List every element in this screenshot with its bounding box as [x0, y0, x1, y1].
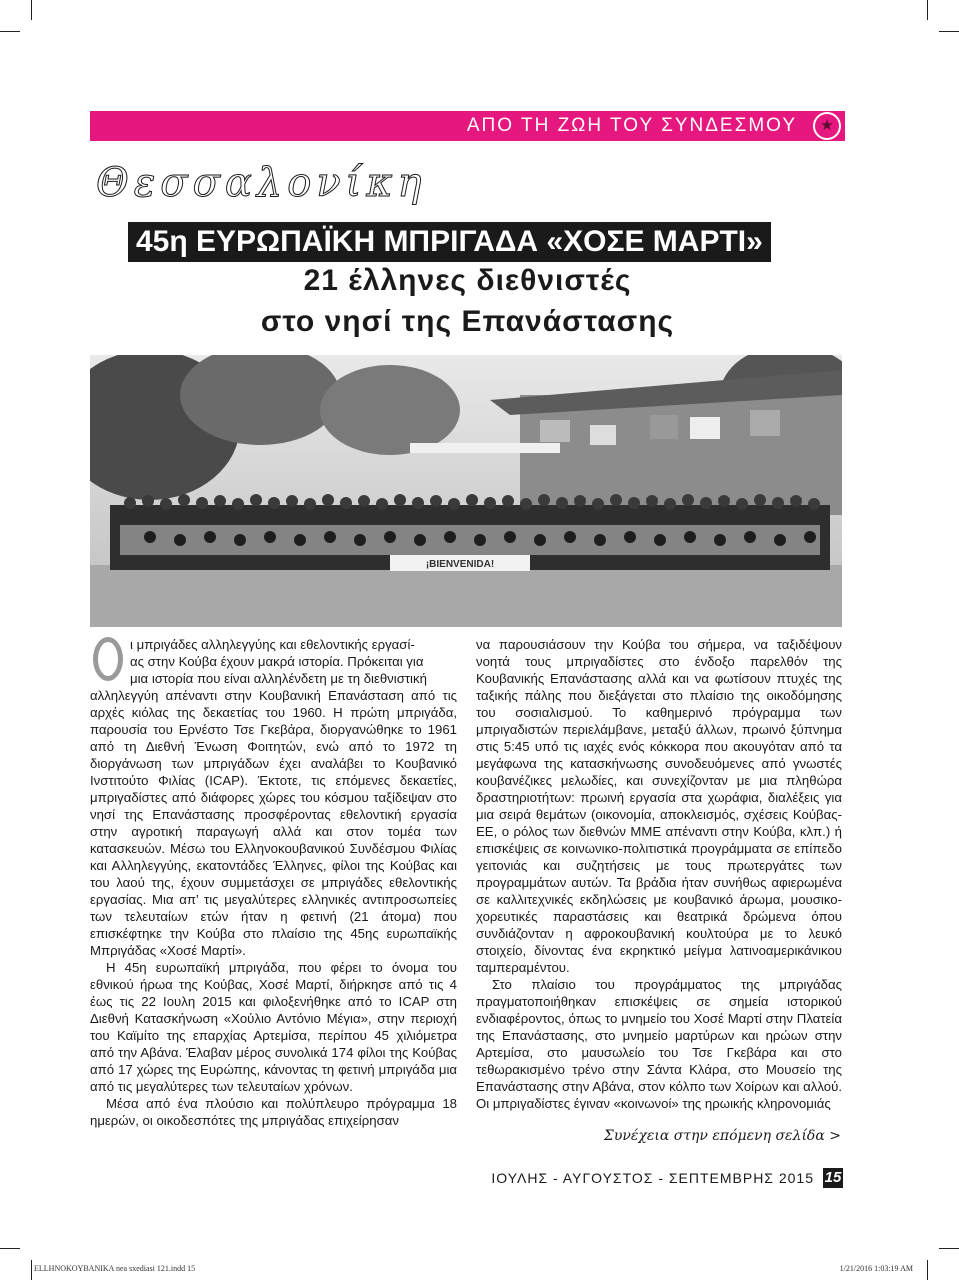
section-label: ΑΠΟ ΤΗ ΖΩΗ ΤΟΥ ΣΥΝΔΕΣΜΟΥ — [466, 115, 797, 136]
left-column — [90, 687, 457, 1129]
crop-mark — [31, 0, 32, 20]
intro-line-2: ας στην Κούβα έχουν μακρά ιστορία. Πρόκειται για — [130, 654, 424, 669]
right-column — [476, 636, 842, 1112]
print-slug-file: ELLHNOKOYBANIKA nea sxediasi 121.indd 15 — [34, 1264, 196, 1273]
star-emblem-icon: ★ — [813, 112, 841, 140]
crop-mark — [31, 1260, 32, 1280]
subtitle-line-1: 21 έλληνες διεθνιστές — [303, 264, 632, 297]
paragraph: να παρουσιάσουν την Κούβα του σήμερα, να ταξιδέψουν νοητά τους μπριγαδίστες στο ένδοξο παρελθόν της Κουβανικής Επανάστασης αλλά και να φωτίσουν πτυχές της ταξικής πάλης που διεξάγεται στο πλαίσιο της οικοδόμησης του σοσιαλισμού. Το καθημερινό πρόγραμμα των μπριγαδιστών περιελάμβανε, μεταξύ άλλων, πρωινό ξύπνημα στις 5:45 υπό τις ιαχές ενός κόκκορα που ακουγόταν από τα μεγάφωνα της κατασκήνωσης συνοδευόμενες από γνωστές κουβανέζικες μελωδίες, και συνεχίζονταν με μια πληθώρα δραστηριοτήτων: πρωινή εργασία στα χωράφια, διαλέξεις για μια σειρά θεμάτων (οικονομία, αποκλεισμός, σχέσεις Κούβας-ΕΕ, ο ρόλος των διεθνών ΜΜΕ απέναντι στην Κούβα, κλπ.) ή επισκέψεις σε κοινωνικο-πολιτιστικά προγράμματα σε επίπεδο γειτονιάς και συζητήσεις με τους πρωτεργάτες των προγραμμάτων αυτών. Τα βράδια ήταν συνήθως αφιερωμένα σε καλλιτεχνικές εκδηλώσεις με κουβανικό άρωμα, μουσικο-χορευτικές παραστάσεις και θεατρικά δρώμενα όπου συνδιάζονταν η αφροκουβανική κουλτούρα με το λευκό στοιχείο, δίνοντας ένα εκρηκτικό μείγμα λατινοαμερικάνικου ταμπεραμέντου. — [476, 637, 842, 975]
photo-banner-text: ¡BIENVENIDA! — [425, 559, 495, 570]
paragraph: Στο πλαίσιο του προγράμματος της μπριγάδας πραγματοποιήθηκαν επισκέψεις σε σημεία ιστορικού ενδιαφέροντος, όπως το μνημείο του Χοσέ Μαρτί στην Πλατεία της Επανάστασης, στο μνημείο μαρτύρων και ηρώων στην Αρτεμίσα, στο μαυσωλείο του Τσε Γκεβάρα και στο τεθωρακισμένο τρένο στην Σάντα Κλάρα, στο Μουσείο της Επανάστασης στην Αβάνα, στον κόλπο των Χοίρων και αλλού. Οι μπριγαδίστες έγιναν «κοινωνοί» της ηρωικής κληρονομιάς — [476, 977, 842, 1111]
print-slug-stamp: 1/21/2016 1:03:19 AM — [839, 1264, 913, 1273]
crop-mark — [0, 1248, 20, 1249]
page-number: 15 — [824, 1169, 842, 1186]
crop-mark — [927, 0, 928, 20]
city-title: Θεσσαλονίκη — [96, 160, 427, 206]
crop-mark — [927, 1260, 928, 1280]
subtitle-line-2: στο νησί της Επανάστασης — [260, 305, 675, 338]
crop-mark — [939, 31, 959, 32]
paragraph: Η 45η ευρωπαϊκή μπριγάδα, που φέρει το όνομα του εθνικού ήρωα της Κούβας, Χοσέ Μαρτί, διήρκησε από τις 4 έως τις 22 Ιουλη 2015 και φιλοξενήθηκε από το ICAP στη Διεθνή Κατασκήνωση «Χούλιο Αντόνιο Μέγια», στην περιοχή του Καϊμίτο της επαρχίας Αρτεμίσα, περίπου 45 χιλιόμετρα από την Αβάνα. Έλαβαν μέρος συνολικά 174 φίλοι της Κούβας από 17 χώρες της Ευρώπης, κάνοντας τη φετινή μπριγάδα μια από τις μεγαλύτερες των τελευταίων χρόνων. — [90, 960, 457, 1094]
intro-line-1: ι μπριγάδες αλληλεγγύης και εθελοντικής εργασί- — [130, 637, 415, 652]
section-header-bar — [90, 111, 845, 141]
continue-link[interactable]: Συνέχεια στην επόμενη σελίδα > — [603, 1128, 841, 1144]
crop-mark — [0, 31, 20, 32]
group-photo-icon — [90, 355, 842, 627]
group-photo — [90, 355, 842, 627]
paragraph: αλληλεγγύη απέναντι στην Κουβανική Επανάσταση από τις αρχές κιόλας της δεκαετίας του 1960. Η πρώτη μπριγάδα, παρουσία του Ερνέστο Τσε Γκεβάρα, διοργανώθηκε το 1961 από τη Διεθνή Ένωση Φοιτητών, ενώ από το 1972 τη διοργάνωση των μπριγάδων έχει αναλάβει το Κουβανικό Ινστιτούτο Φιλίας (ICAP). Έκτοτε, τις επόμενες δεκαετίες, μπριγαδίστες από διάφορες χώρες του κόσμου ταξίδεψαν στο νησί της Επανάστασης προσφέροντας εθελοντική εργασία στην αγροτική παραγωγή αλλά και στον τομέα των κατασκευών. Μέσω του Ελληνοκουβανικού Συνδέσμου Φιλίας και Αλληλεγγύης, εκατοντάδες Έλληνες, φίλοι της Κούβας και του λαού της, έχουν συμμετάσχει σε μπριγάδες εθελοντικής εργασίας. Μια απ’ τις μεγαλύτερες ελληνικές αντιπροσωπείες των τελευταίων ετών ήταν η φετινή (21 άτομα) που επισκέφτηκε την Κούβα στο πλαίσιο της 45ης ευρωπαϊκής Μπριγάδας «Χοσέ Μαρτί». — [90, 688, 457, 958]
intro-line-3: μια ιστορία που είναι αλληλένδετη με τη διεθνιστική — [130, 671, 427, 686]
drop-cap — [93, 637, 123, 681]
paragraph: Μέσα από ένα πλούσιο και πολύπλευρο πρόγραμμα 18 ημερών, οι οικοδεσπότες της μπριγάδας επιχείρησαν — [90, 1096, 457, 1128]
issue-date: ΙΟΥΛΗΣ - ΑΥΓΟΥΣΤΟΣ - ΣΕΠΤΕΜΒΡΗΣ 2015 — [491, 1170, 814, 1186]
headline: 45η ΕΥΡΩΠΑΪΚΗ ΜΠΡΙΓΑΔΑ «ΧΟΣΕ ΜΑΡΤΙ» — [128, 222, 771, 262]
crop-mark — [939, 1248, 959, 1249]
